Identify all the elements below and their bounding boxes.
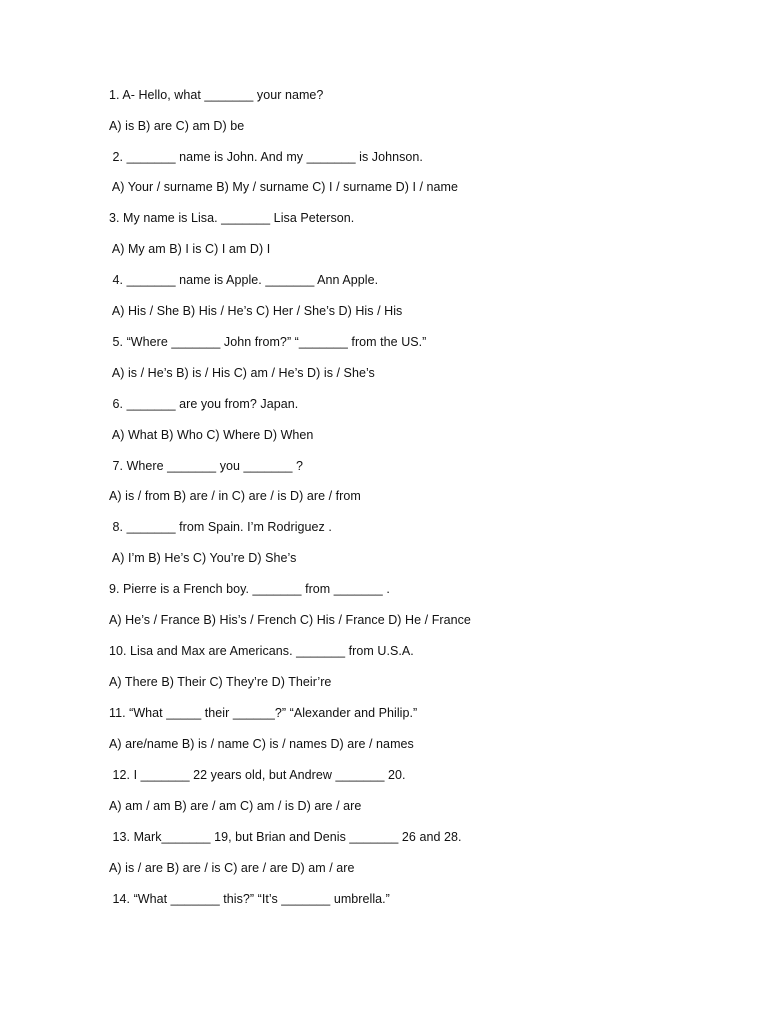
options-8: A) I’m B) He’s C) You’re D) She’s (109, 551, 297, 565)
options-1: A) is B) are C) am D) be (109, 119, 245, 133)
question-14: 14. “What _______ this?” “It’s _______ umbrella.” (109, 892, 390, 906)
question-3: 3. My name is Lisa. _______ Lisa Peterson. (109, 211, 355, 225)
question-11: 11. “What _____ their ______?” “Alexander and Philip.” (109, 706, 418, 720)
question-5: 5. “Where _______ John from?” “_______ from the US.” (109, 335, 427, 349)
question-8: 8. _______ from Spain. I’m Rodriguez . (109, 520, 332, 534)
options-13: A) is / are B) are / is C) are / are D) am / are (109, 861, 355, 875)
options-2: A) Your / surname B) My / surname C) I / surname D) I / name (109, 180, 459, 194)
question-4: 4. _______ name is Apple. _______ Ann Apple. (109, 273, 379, 287)
options-7: A) is / from B) are / in C) are / is D) are / from (109, 489, 361, 503)
question-9: 9. Pierre is a French boy. _______ from _______ . (109, 582, 390, 596)
question-10: 10. Lisa and Max are Americans. _______ from U.S.A. (109, 644, 414, 658)
options-12: A) am / am B) are / am C) am / is D) are / are (109, 799, 362, 813)
options-3: A) My am B) I is C) I am D) I (109, 242, 271, 256)
question-7: 7. Where _______ you _______ ? (109, 459, 304, 473)
question-1: 1. A- Hello, what _______ your name? (109, 88, 324, 102)
question-12: 12. I _______ 22 years old, but Andrew _______ 20. (109, 768, 406, 782)
options-10: A) There B) Their C) They’re D) Their’re (109, 675, 332, 689)
options-6: A) What B) Who C) Where D) When (109, 428, 314, 442)
options-4: A) His / She B) His / He’s C) Her / She’s D) His / His (109, 304, 403, 318)
question-13: 13. Mark_______ 19, but Brian and Denis _______ 26 and 28. (109, 830, 462, 844)
question-6: 6. _______ are you from? Japan. (109, 397, 299, 411)
options-9: A) He’s / France B) His’s / French C) His / France D) He / France (109, 613, 471, 627)
question-2: 2. _______ name is John. And my _______ is Johnson. (109, 150, 423, 164)
options-11: A) are/name B) is / name C) is / names D) are / names (109, 737, 414, 751)
options-5: A) is / He’s B) is / His C) am / He’s D) is / She’s (109, 366, 375, 380)
